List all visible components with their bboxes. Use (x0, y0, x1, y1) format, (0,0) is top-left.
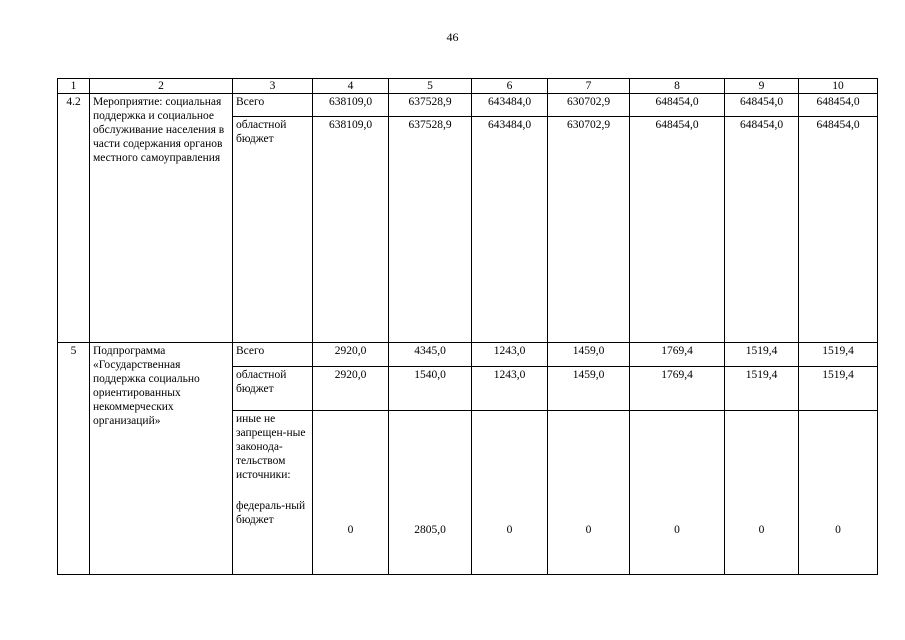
source-label: Всего (233, 94, 313, 117)
header-cell: 3 (233, 79, 313, 94)
header-row (58, 79, 878, 94)
value-cell: 648454,0 (725, 117, 799, 343)
value-cell: 638109,0 (313, 117, 389, 343)
value-cell: 637528,9 (389, 94, 472, 117)
value-cell: 0 (799, 411, 878, 575)
page-number: 46 (446, 30, 459, 44)
header-cell: 1 (58, 79, 90, 94)
header-cell: 5 (389, 79, 472, 94)
row-name: Мероприятие: социальная поддержка и социальное обслуживание населения в части содержания органов местного самоуправления (90, 94, 233, 343)
other-sources-label: иные не запрещен-ные законода-тельством источники: (236, 413, 306, 481)
header-cell: 2 (90, 79, 233, 94)
value-cell: 630702,9 (548, 117, 630, 343)
header-cell: 7 (548, 79, 630, 94)
header-cell: 9 (725, 79, 799, 94)
value-cell: 1459,0 (548, 367, 630, 411)
header-cell: 6 (472, 79, 548, 94)
source-label (233, 411, 313, 575)
source-label: Всего (233, 343, 313, 367)
value-cell: 2805,0 (389, 411, 472, 575)
value-cell: 630702,9 (548, 94, 630, 117)
value-cell: 2920,0 (313, 367, 389, 411)
value-cell: 0 (725, 411, 799, 575)
value-cell: 1519,4 (799, 343, 878, 367)
table-row (58, 94, 878, 117)
value-cell: 638109,0 (313, 94, 389, 117)
header-cell: 10 (799, 79, 878, 94)
table-row (58, 343, 878, 367)
row-name: Подпрограмма «Государственная поддержка социально ориентированных некоммерческих организаций» (90, 343, 233, 575)
header-cell: 8 (630, 79, 725, 94)
value-cell: 648454,0 (725, 94, 799, 117)
value-cell: 1519,4 (725, 343, 799, 367)
value-cell: 648454,0 (630, 94, 725, 117)
value-cell: 648454,0 (799, 117, 878, 343)
value-cell: 2920,0 (313, 343, 389, 367)
value-cell: 1243,0 (472, 343, 548, 367)
header-cell: 4 (313, 79, 389, 94)
source-label: областной бюджет (233, 117, 313, 343)
value-cell: 1243,0 (472, 367, 548, 411)
value-cell: 0 (313, 411, 389, 575)
row-number: 5 (58, 343, 90, 575)
value-cell: 1769,4 (630, 343, 725, 367)
row-number: 4.2 (58, 94, 90, 343)
federal-budget-label: федераль-ный бюджет (236, 500, 306, 526)
source-label: областной бюджет (233, 367, 313, 411)
value-cell: 1540,0 (389, 367, 472, 411)
value-cell: 1519,4 (799, 367, 878, 411)
value-cell: 637528,9 (389, 117, 472, 343)
budget-table (57, 78, 878, 575)
value-cell: 0 (630, 411, 725, 575)
value-cell: 0 (548, 411, 630, 575)
value-cell: 0 (472, 411, 548, 575)
value-cell: 643484,0 (472, 117, 548, 343)
value-cell: 1519,4 (725, 367, 799, 411)
value-cell: 1769,4 (630, 367, 725, 411)
value-cell: 4345,0 (389, 343, 472, 367)
value-cell: 1459,0 (548, 343, 630, 367)
value-cell: 643484,0 (472, 94, 548, 117)
value-cell: 648454,0 (799, 94, 878, 117)
value-cell: 648454,0 (630, 117, 725, 343)
